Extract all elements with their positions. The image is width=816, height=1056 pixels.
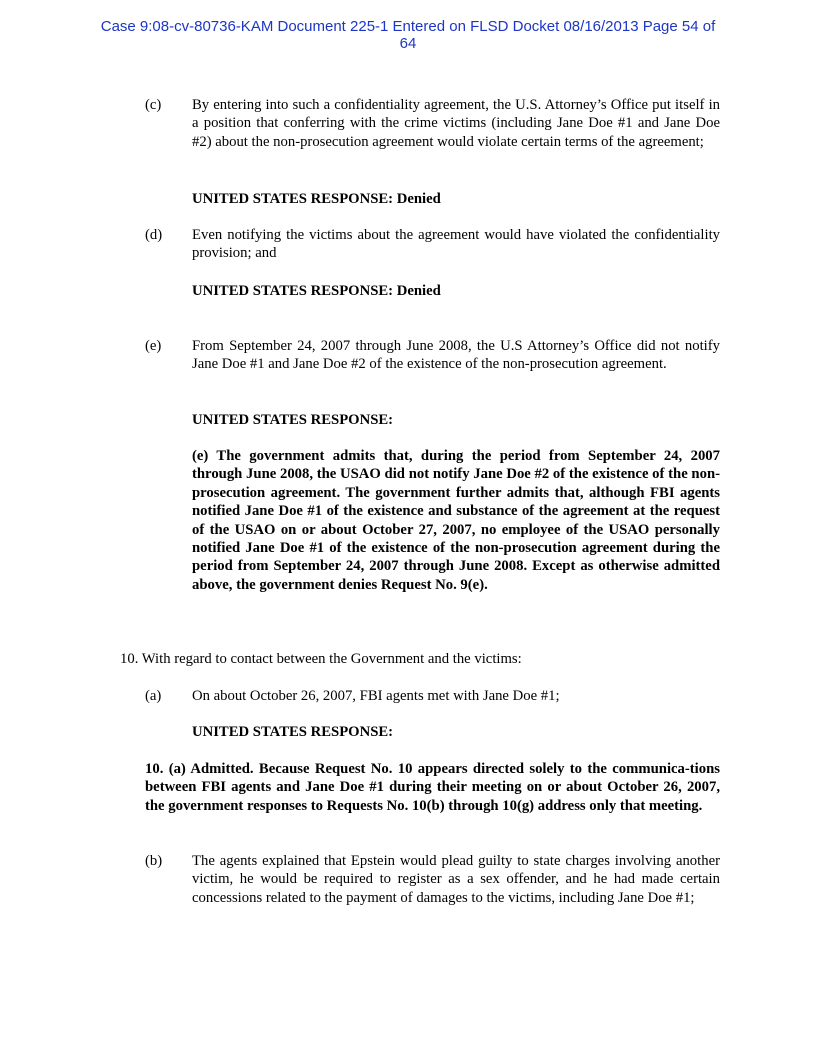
docket-header: [40, 18, 776, 52]
item-e-response: UNITED STATES RESPONSE:: [192, 412, 394, 428]
request-10-intro: 10. With regard to contact between the Government and the victims:: [120, 651, 522, 667]
item-10a-response-body: 10. (a) Admitted. Because Request No. 10 appears directed solely to the communica-tions between FBI agents and Jane Doe #1 during their meeting on or about October 26, 2007, the government responses to Requests No. 10(b) through 10(g) address only that meeting.: [145, 761, 720, 814]
item-d-label: (d): [145, 227, 163, 243]
item-e-text: From September 24, 2007 through June 2008, the U.S Attorney’s Office did not notify Jane Doe #1 and Jane Doe #2 of the existence of the non-prosecution agreement.: [192, 338, 720, 373]
item-c-label: (c): [145, 97, 162, 113]
item-10b-label: (b): [145, 853, 163, 869]
item-10a-label: (a): [145, 688, 162, 704]
item-c-response: UNITED STATES RESPONSE: Denied: [192, 191, 441, 207]
item-c-text: By entering into such a confidentiality agreement, the U.S. Attorney’s Office put itself in a position that conferring with the crime victims (including Jane Doe #1 and Jane Doe #2) about the non-prosecution agreement would violate certain terms of the agreement;: [192, 97, 720, 150]
docket-header-line2: 64: [399, 35, 417, 52]
item-10b-text: The agents explained that Epstein would plead guilty to state charges involving another victim, he would be required to register as a sex offender, and he had made certain concessions related to the payment of damages to the victims, including Jane Doe #1;: [192, 853, 720, 906]
item-e-response-body: (e) The government admits that, during the period from September 24, 2007 through June 2008, the USAO did not notify Jane Doe #2 of the existence of the non-prosecution agreement. The government further admits that, although FBI agents notified Jane Doe #1 of the existence and substance of the agreement at the request of the USAO on or about October 27, 2007, no employee of the USAO personally notified Jane Doe #1 of the existence of the non-prosecution agreement during the period from September 24, 2007 through June 2008. Except as otherwise admitted above, the government denies Request No. 9(e).: [192, 448, 720, 593]
item-d-text: Even notifying the victims about the agreement would have violated the confidentiality provision; and: [192, 227, 720, 262]
item-10-response: UNITED STATES RESPONSE:: [192, 724, 394, 740]
item-10a-text: On about October 26, 2007, FBI agents met with Jane Doe #1;: [192, 688, 560, 704]
item-e-label: (e): [145, 338, 162, 354]
item-d-response: UNITED STATES RESPONSE: Denied: [192, 283, 441, 299]
docket-header-line1: Case 9:08-cv-80736-KAM Document 225-1 Entered on FLSD Docket 08/16/2013 Page 54 of: [100, 18, 716, 35]
